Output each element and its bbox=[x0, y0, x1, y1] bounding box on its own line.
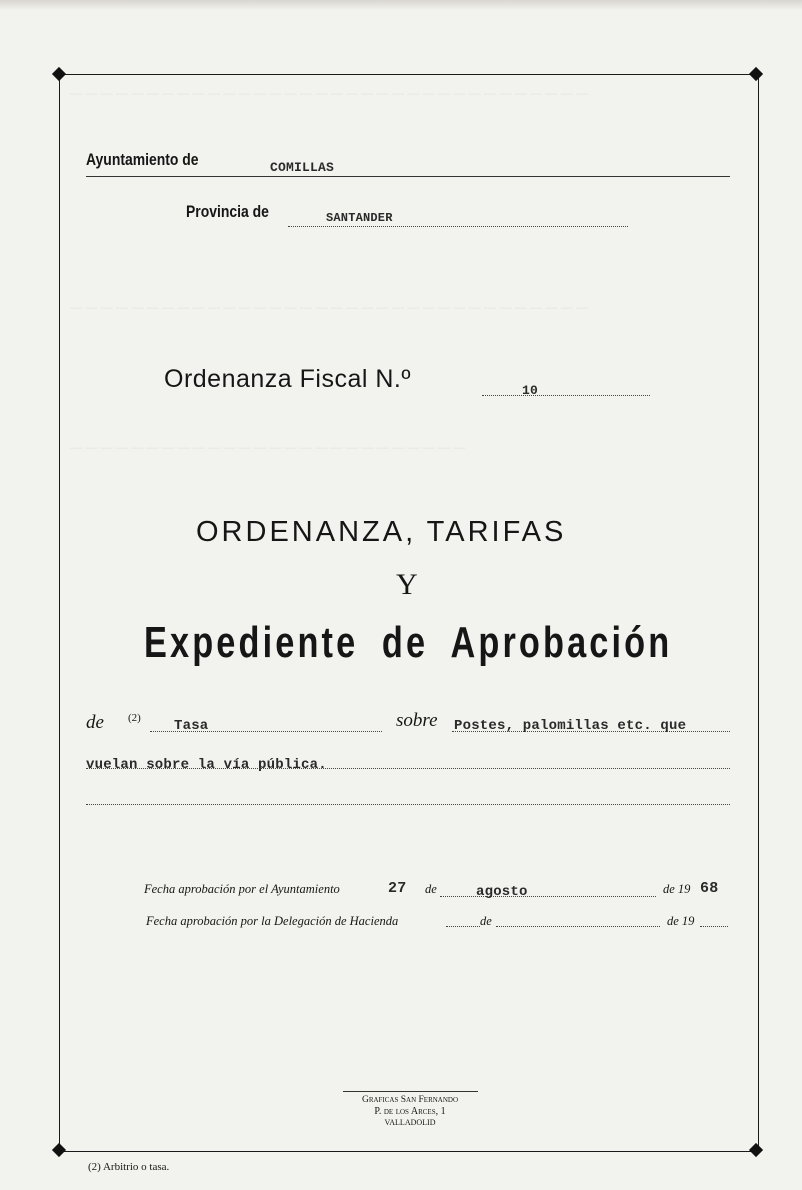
imprint-line-3: VALLADOLID bbox=[384, 1118, 436, 1127]
sobre-underline-1 bbox=[452, 731, 730, 732]
fecha-ayuntamiento-day: 27 bbox=[388, 880, 407, 897]
ordenanza-fiscal-number: 10 bbox=[522, 383, 539, 398]
sobre-value-line2: vuelan sobre la vía pública. bbox=[86, 757, 327, 773]
sobre-label: sobre bbox=[396, 710, 438, 731]
delegacion-year-underline bbox=[700, 926, 728, 927]
fecha-de-1: de bbox=[425, 882, 437, 896]
ordenanza-fiscal-label: Ordenanza Fiscal N.º bbox=[164, 365, 411, 393]
fecha-de-2: de bbox=[480, 914, 492, 928]
fecha-ayuntamiento-year: 68 bbox=[700, 880, 719, 897]
ordenanza-tarifas-title: ORDENANZA, TARIFAS bbox=[196, 516, 567, 548]
fecha-year-label-2: de 19 bbox=[667, 914, 695, 928]
ayuntamiento-underline bbox=[86, 176, 730, 177]
ayuntamiento-row bbox=[86, 150, 223, 170]
imprint-rule bbox=[343, 1091, 478, 1092]
bleed-through-text: — — — — — — — — — — — — — — — — — — — — — — — — — — — — — — — — — — bbox=[70, 86, 589, 100]
de-underline bbox=[150, 731, 382, 732]
de-value: Tasa bbox=[174, 718, 209, 734]
sobre-underline-3 bbox=[86, 804, 730, 805]
footnote: (2) Arbitrio o tasa. bbox=[88, 1161, 170, 1173]
sobre-underline-2 bbox=[86, 768, 730, 769]
expediente-title: Expediente de Aprobación bbox=[144, 618, 673, 667]
document-frame bbox=[59, 74, 759, 1152]
provincia-row bbox=[186, 202, 287, 222]
fiscal-number-underline bbox=[482, 395, 650, 396]
printer-imprint bbox=[340, 1095, 480, 1128]
delegacion-month-underline bbox=[496, 926, 660, 927]
main-title-row bbox=[144, 618, 802, 668]
fecha-ayuntamiento-month: agosto bbox=[476, 884, 528, 900]
bleed-through-text: — — — — — — — — — — — — — — — — — — — — — — — — — — — — — — — — — — bbox=[70, 300, 589, 314]
fecha-delegacion-label: Fecha aprobación por la Delegación de Hacienda bbox=[146, 914, 399, 928]
y-conjunction: Y bbox=[396, 568, 418, 601]
sobre-value-line1: Postes, palomillas etc. que bbox=[454, 718, 687, 734]
ayuntamiento-value: COMILLAS bbox=[270, 160, 335, 175]
provincia-value: SANTANDER bbox=[326, 211, 393, 225]
de-label: de bbox=[86, 712, 104, 733]
provincia-underline bbox=[288, 226, 628, 227]
delegacion-day-underline bbox=[446, 926, 480, 927]
fecha-year-label: de 19 bbox=[663, 882, 691, 896]
bleed-through-text: — — — — — — — — — — — — — — — — — — — — — — — — — — bbox=[70, 440, 466, 454]
ayuntamiento-label: Ayuntamiento de bbox=[86, 150, 199, 169]
imprint-line-1: Graficas San Fernando bbox=[361, 1095, 459, 1105]
footnote-ref: (2) bbox=[128, 712, 141, 724]
month-underline bbox=[440, 896, 656, 897]
page-top-edge bbox=[0, 0, 802, 10]
imprint-line-2: P. de los Arces, 1 bbox=[374, 1106, 446, 1117]
fecha-ayuntamiento-label: Fecha aprobación por el Ayuntamiento bbox=[144, 882, 340, 896]
provincia-label: Provincia de bbox=[186, 202, 269, 221]
